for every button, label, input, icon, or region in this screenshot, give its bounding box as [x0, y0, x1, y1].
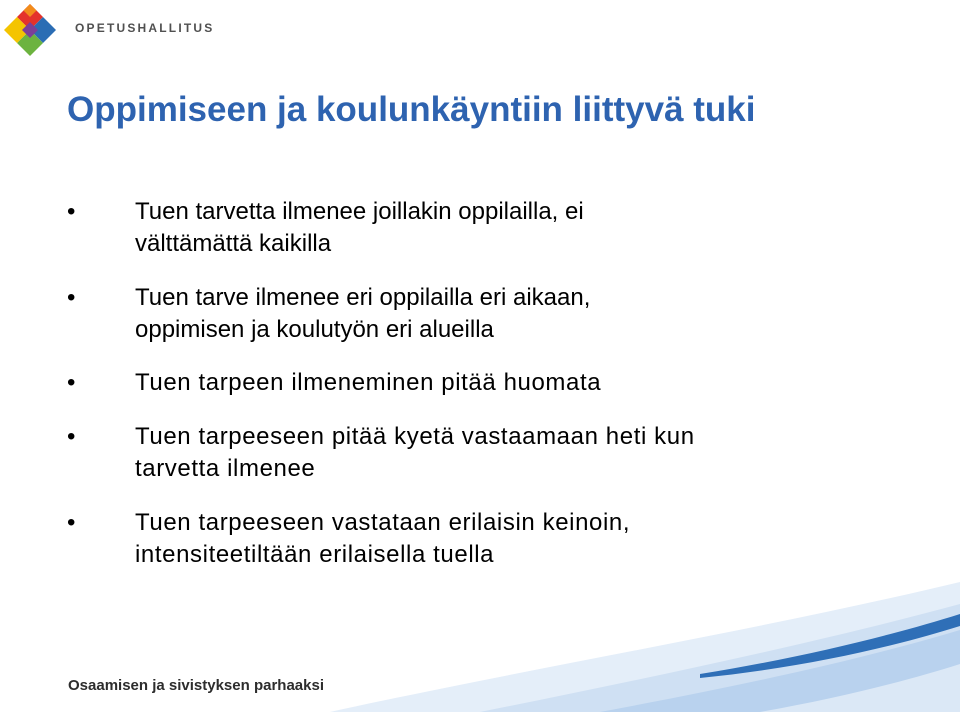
bullet-item: [67, 367, 927, 399]
bullet-line: Tuen tarpeen ilmeneminen pitää huomata: [135, 369, 602, 396]
slide-header: [0, 0, 960, 64]
bullet-item: [67, 196, 927, 260]
bullet-line: oppimisen ja koulutyön eri alueilla: [135, 316, 494, 343]
bullet-line: Tuen tarpeeseen vastataan erilaisin keinoin,: [135, 509, 631, 536]
bullet-line: tarvetta ilmenee: [135, 455, 316, 482]
bullet-line: Tuen tarpeeseen pitää kyetä vastaamaan heti kun: [135, 423, 695, 450]
bullet-item: [67, 282, 927, 346]
diamond-logo-icon: [4, 4, 56, 56]
bullet-line: Tuen tarvetta ilmenee joillakin oppilailla, ei: [135, 198, 584, 225]
bullet-line: välttämättä kaikilla: [135, 230, 332, 257]
bullet-line: intensiteetiltään erilaisella tuella: [135, 541, 495, 568]
slide-title: Oppimiseen ja koulunkäyntiin liittyvä tuki: [67, 90, 756, 129]
footer-slogan: Osaamisen ja sivistyksen parhaaksi: [68, 677, 324, 694]
organization-name: OPETUSHALLITUS: [75, 21, 215, 35]
bullet-list: [67, 196, 927, 571]
bullet-item: [67, 421, 927, 485]
bullet-line: Tuen tarve ilmenee eri oppilailla eri aikaan,: [135, 284, 591, 311]
